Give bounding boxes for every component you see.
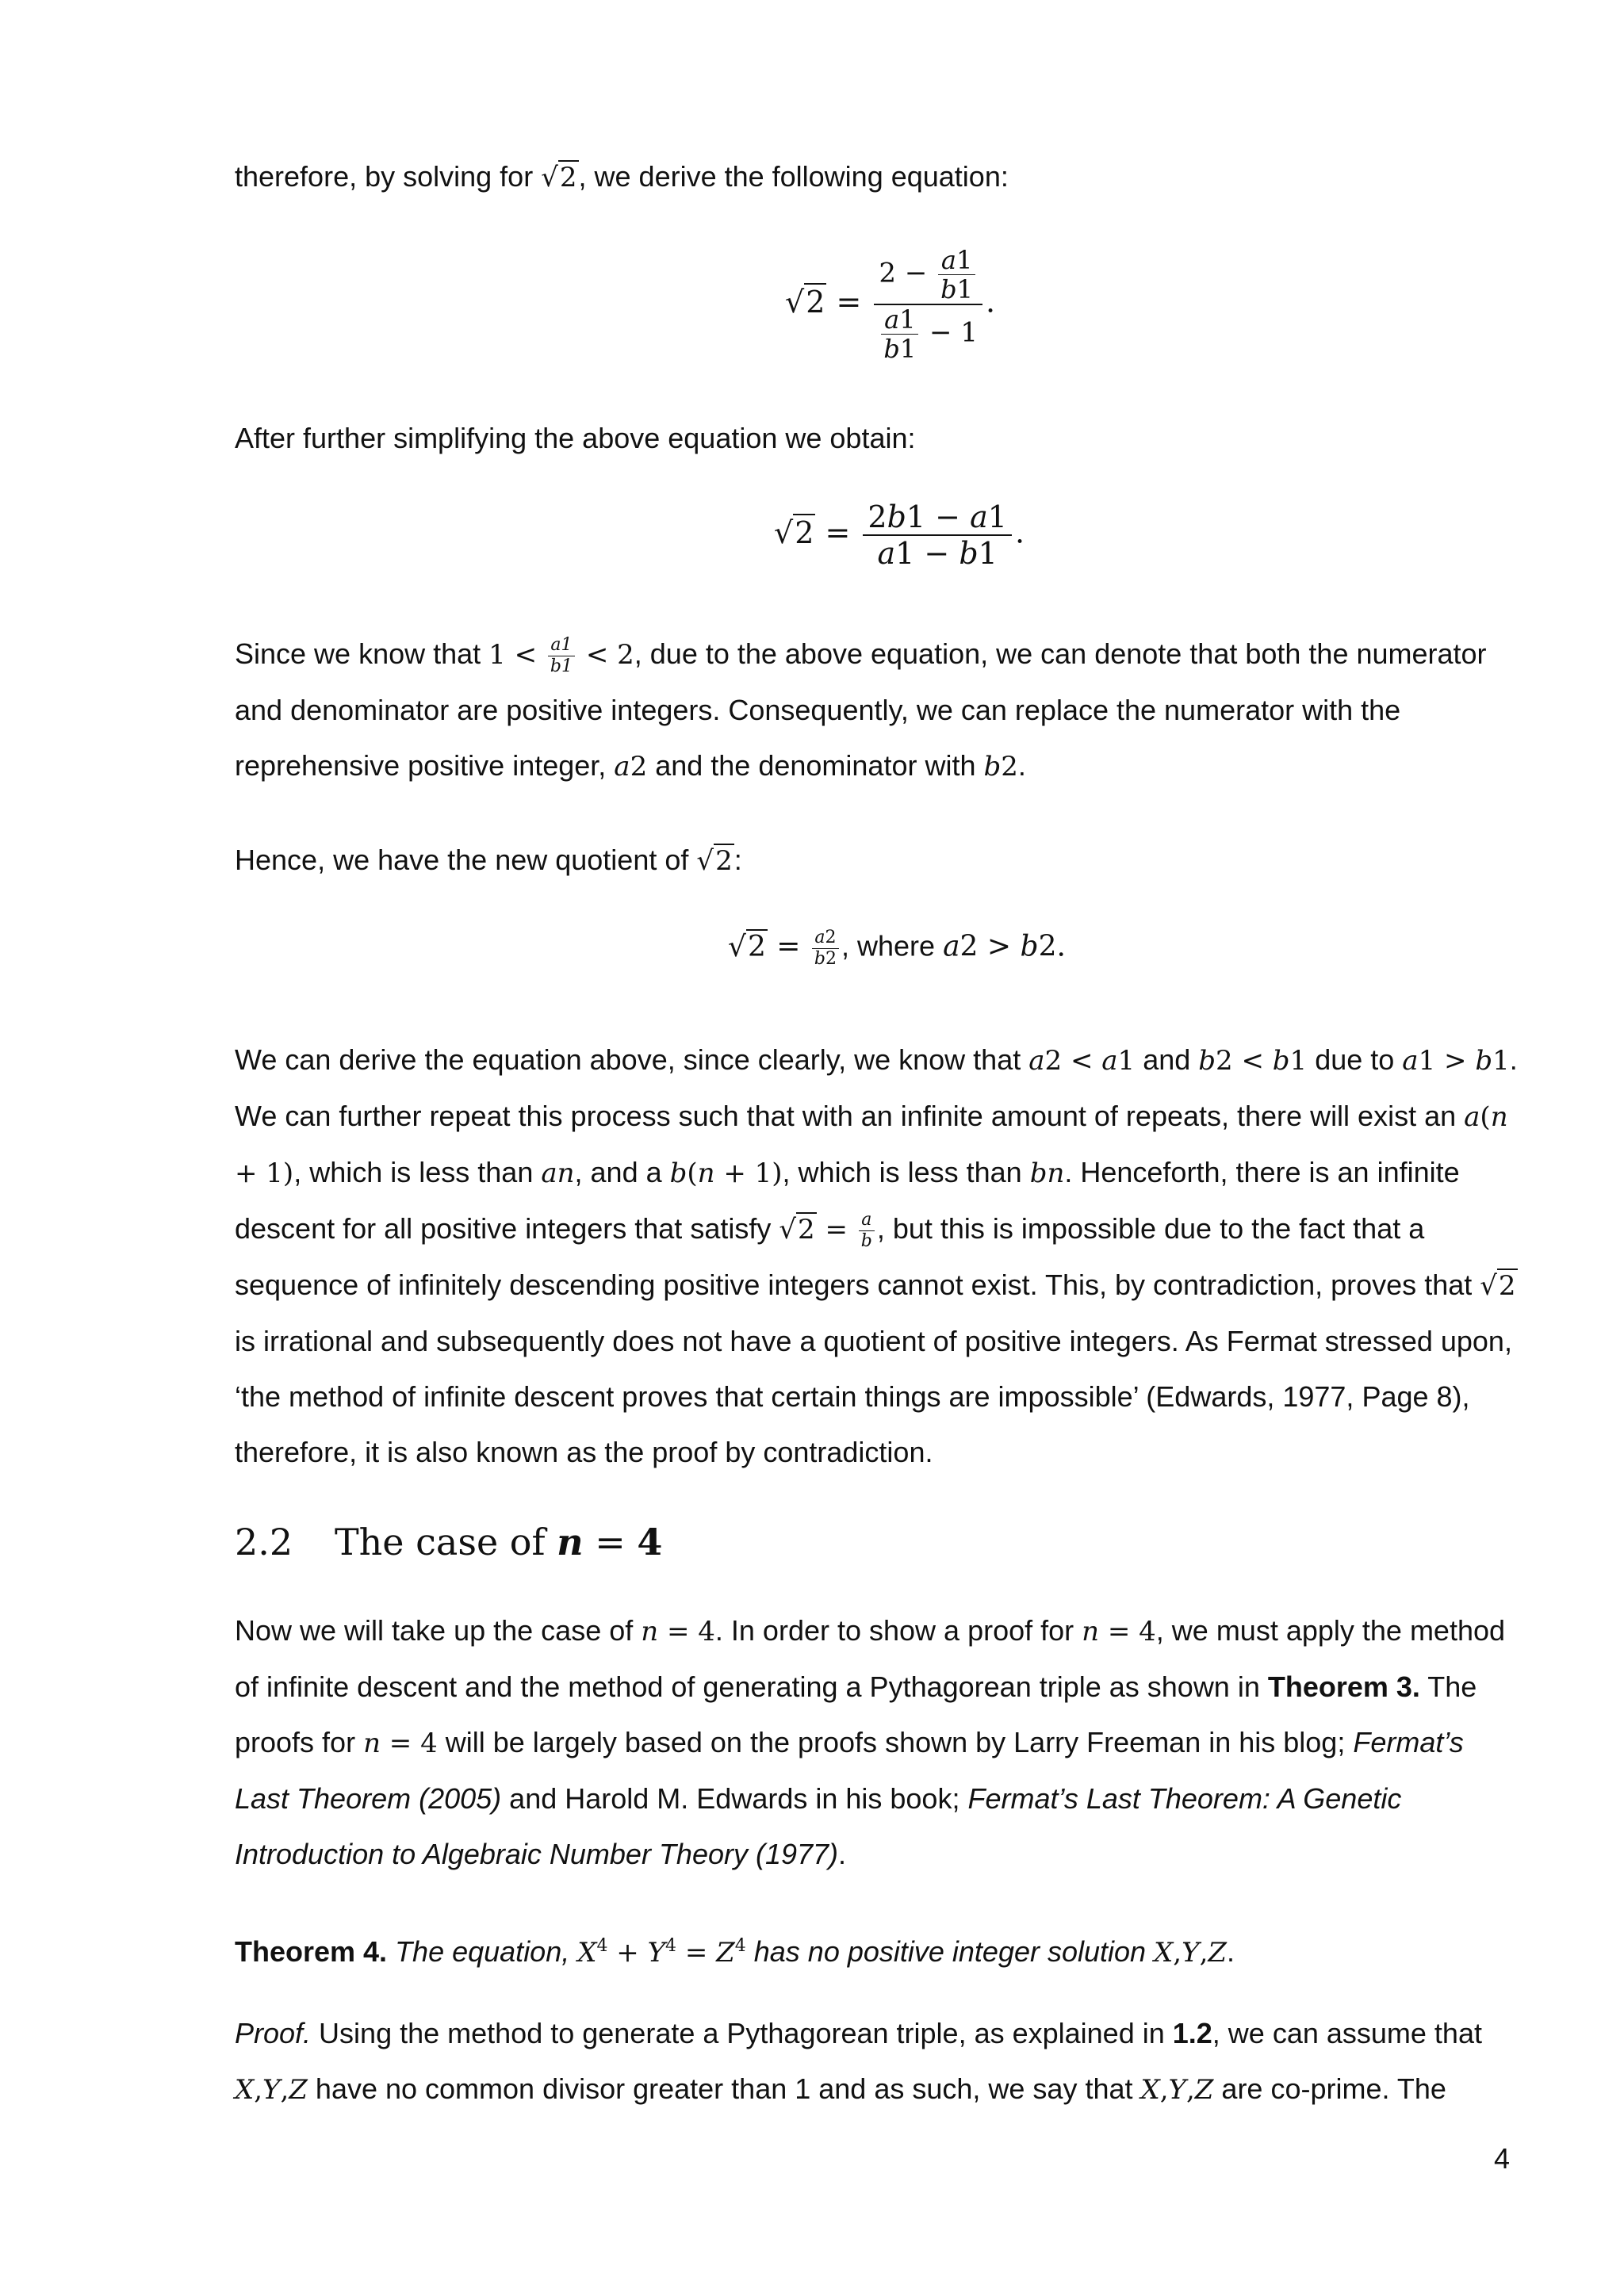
paragraph-since-we-know: Since we know that 1 < $\frac{a1}{b1}$ < 2, due to the above equation, we can denote that both the numerator and denominator are positive integers. Consequently, we can replace the numerator with the reprehensive positive integer, a2 and the denominator with b2. xyxy=(235,634,1487,783)
equation-sqrt2-compound-fraction: √2 = 2 − $\frac{a1}{b1}$ $\frac{a1}{b1}$ − 1 . xyxy=(785,245,996,364)
equation-sqrt2-a2-b2: √2 = $\frac{a2}{b2}$ , where a2 > b2. xyxy=(728,928,1066,969)
sqrt-2: √2 xyxy=(541,162,577,193)
equation-sqrt2-simplified: √2 = $\frac{2b1 - a1}{a1 - b1}$ . xyxy=(774,499,1025,571)
page-number: 4 xyxy=(1494,2142,1511,2175)
paragraph-simplifying: After further simplifying the above equation we obtain: xyxy=(235,422,916,454)
paragraph-case-n4: Now we will take up the case of n = 4. In order to show a proof for n = 4, we must apply the method of infinite descent and the method of generating a Pythagorean triple as shown in Theorem 3. The proofs for n = 4 will be largely based on the proofs shown by Larry Freeman in his blog; Fermat’s Last Theorem (2005) and Harold M. Edwards in his book; Fermat’s Last Theorem: A Genetic Introduction to Algebraic Number Theory (1977). xyxy=(235,1614,1506,1870)
theorem-4-statement: Theorem 4. The equation, $X^4 + Y^4 = Z^4$ has no positive integer solution X,Y,Z. xyxy=(235,1935,1235,1969)
section-heading-2-2: 2.2 The case of n = 4 xyxy=(235,1521,663,1563)
proof-paragraph: Proof. Using the method to generate a Pythagorean triple, as explained in 1.2, we can assume that X,Y,Z have no common divisor greater than 1 and as such, we say that X,Y,Z are co-prime. The xyxy=(235,2017,1482,2106)
paragraph-infinite-descent: We can derive the equation above, since clearly, we know that a2 < a1 and b2 < b1 due to a1 > b1. We can further repeat this process such that with an infinite amount of repeats, there will exist an a(n + 1), which is less than an, and a b(n + 1), which is less than bn. Henceforth, there is an infinite descent for all positive integers that satisfy √2 = $\frac{a}{b}$ , but this is impossible due to the fact that a sequence of infinitely descending positive integers cannot exist. This, by contradiction, proves that √2 is irrational and subsequently does not have a quotient of positive integers. As Fermat stressed upon, ‘the method of infinite descent proves that certain things are impossible’ (Edwards, 1977, Page 8), therefore, it is also known as the proof by contradiction. xyxy=(235,1043,1518,1468)
paragraph-new-quotient: Hence, we have the new quotient of √2: xyxy=(235,844,742,877)
paragraph-solving: therefore, by solving for √2, we derive the following equation: xyxy=(235,149,1519,205)
